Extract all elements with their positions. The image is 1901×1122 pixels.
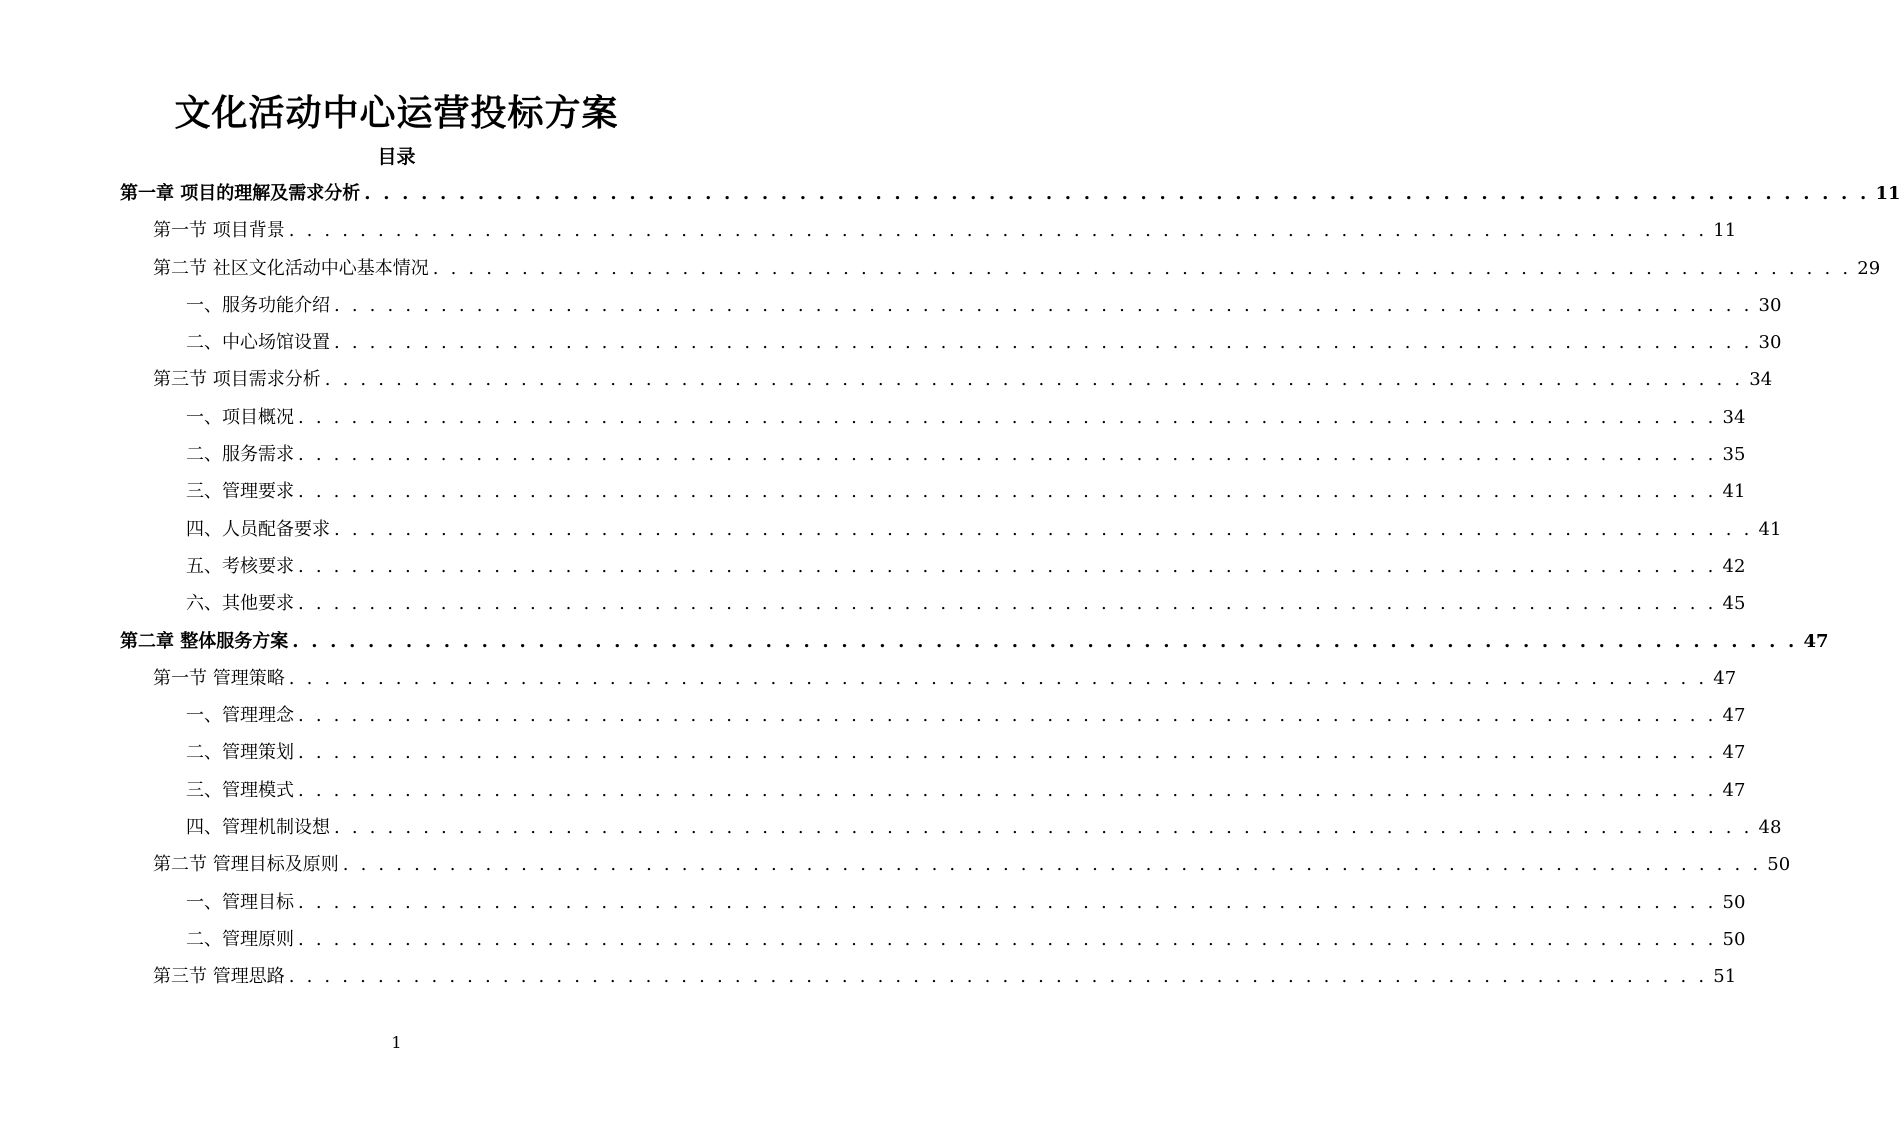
toc-dot-leader: . . . . . . . . . . . . . . . . . . . . . . . . . . . . . . . . . . . . . . . . . . . . . . . . . . . . . . . . . . . . . . . . . . . . . . . . . . . . . . . . bbox=[298, 779, 1717, 801]
toc-dot-leader: . . . . . . . . . . . . . . . . . . . . . . . . . . . . . . . . . . . . . . . . . . . . . . . . . . . . . . . . . . . . . . . . . . . . . . . . . . . . . . . . bbox=[288, 667, 1708, 689]
toc-entry[interactable] bbox=[120, 250, 1881, 287]
toc-entry-page: 34 bbox=[1722, 406, 1746, 428]
toc-entry-page: 50 bbox=[1722, 891, 1746, 913]
toc-entry-label: 二、管理原则 bbox=[186, 928, 294, 950]
toc-dot-leader: . . . . . . . . . . . . . . . . . . . . . . . . . . . . . . . . . . . . . . . . . . . . . . . . . . . . . . . . . . . . . . . . . . . . . . . . . . . . . . . . bbox=[342, 854, 1762, 876]
toc-dot-leader: . . . . . . . . . . . . . . . . . . . . . . . . . . . . . . . . . . . . . . . . . . . . . . . . . . . . . . . . . . . . . . . . . . . . . . . . . . . . . . . . bbox=[292, 630, 1798, 652]
toc-entry[interactable] bbox=[120, 697, 1746, 734]
toc-heading: 目录 bbox=[377, 146, 416, 168]
toc-entry-label: 二、中心场馆设置 bbox=[186, 332, 330, 354]
toc-entry-page: 35 bbox=[1722, 444, 1746, 466]
toc-dot-leader: . . . . . . . . . . . . . . . . . . . . . . . . . . . . . . . . . . . . . . . . . . . . . . . . . . . . . . . . . . . . . . . . . . . . . . . . . . . . . . . . bbox=[298, 928, 1717, 950]
toc-entry-page: 47 bbox=[1803, 630, 1829, 652]
toc-entry-label: 第一节 管理策略 bbox=[153, 667, 285, 689]
toc-entry-page: 29 bbox=[1857, 257, 1881, 279]
toc-entry-page: 47 bbox=[1722, 705, 1746, 727]
toc-dot-leader: . . . . . . . . . . . . . . . . . . . . . . . . . . . . . . . . . . . . . . . . . . . . . . . . . . . . . . . . . . . . . . . . . . . . . . . . . . . . . . . . bbox=[298, 705, 1717, 727]
toc-dot-leader: . . . . . . . . . . . . . . . . . . . . . . . . . . . . . . . . . . . . . . . . . . . . . . . . . . . . . . . . . . . . . . . . . . . . . . . . . . . . . . . . bbox=[288, 220, 1708, 242]
toc-entry[interactable] bbox=[120, 287, 1782, 324]
toc-entry-page: 45 bbox=[1722, 593, 1746, 615]
toc-dot-leader: . . . . . . . . . . . . . . . . . . . . . . . . . . . . . . . . . . . . . . . . . . . . . . . . . . . . . . . . . . . . . . . . . . . . . . . . . . . . . . . . bbox=[298, 593, 1717, 615]
toc-entry-label: 第二章 整体服务方案 bbox=[120, 630, 289, 652]
toc-entry-page: 41 bbox=[1758, 518, 1782, 540]
toc-entry[interactable] bbox=[120, 809, 1782, 846]
toc-dot-leader: . . . . . . . . . . . . . . . . . . . . . . . . . . . . . . . . . . . . . . . . . . . . . . . . . . . . . . . . . . . . . . . . . . . . . . . . . . . . . . . . bbox=[334, 294, 1753, 316]
toc-entry-label: 四、管理机制设想 bbox=[186, 817, 330, 839]
toc-entry-label: 第二节 管理目标及原则 bbox=[153, 854, 339, 876]
toc-entry[interactable] bbox=[120, 473, 1746, 510]
toc-entry-label: 六、其他要求 bbox=[186, 593, 294, 615]
toc-entry-page: 50 bbox=[1722, 928, 1746, 950]
toc-entry[interactable] bbox=[120, 958, 1737, 995]
toc-entry-page: 41 bbox=[1722, 481, 1746, 503]
toc-entry-label: 二、服务需求 bbox=[186, 444, 294, 466]
toc-entry-label: 第二节 社区文化活动中心基本情况 bbox=[153, 257, 429, 279]
toc-entry-page: 50 bbox=[1767, 854, 1791, 876]
toc-dot-leader: . . . . . . . . . . . . . . . . . . . . . . . . . . . . . . . . . . . . . . . . . . . . . . . . . . . . . . . . . . . . . . . . . . . . . . . . . . . . . . . . bbox=[288, 966, 1708, 988]
toc-entry[interactable] bbox=[120, 212, 1737, 249]
toc-entry-label: 第三节 项目需求分析 bbox=[153, 369, 321, 391]
toc-dot-leader: . . . . . . . . . . . . . . . . . . . . . . . . . . . . . . . . . . . . . . . . . . . . . . . . . . . . . . . . . . . . . . . . . . . . . . . . . . . . . . . . bbox=[324, 369, 1744, 391]
document-title: 文化活动中心运营投标方案 bbox=[174, 93, 619, 134]
toc-entry-label: 一、服务功能介绍 bbox=[186, 294, 330, 316]
toc-entry[interactable] bbox=[120, 399, 1746, 436]
toc-entry-page: 30 bbox=[1758, 332, 1782, 354]
toc-dot-leader: . . . . . . . . . . . . . . . . . . . . . . . . . . . . . . . . . . . . . . . . . . . . . . . . . . . . . . . . . . . . . . . . . . . . . . . . . . . . . . . . bbox=[364, 183, 1870, 204]
toc-entry[interactable] bbox=[120, 175, 1901, 212]
toc-entry-label: 第一节 项目背景 bbox=[153, 220, 285, 242]
toc-dot-leader: . . . . . . . . . . . . . . . . . . . . . . . . . . . . . . . . . . . . . . . . . . . . . . . . . . . . . . . . . . . . . . . . . . . . . . . . . . . . . . . . bbox=[298, 891, 1717, 913]
toc-entry-label: 五、考核要求 bbox=[186, 555, 294, 577]
toc-dot-leader: . . . . . . . . . . . . . . . . . . . . . . . . . . . . . . . . . . . . . . . . . . . . . . . . . . . . . . . . . . . . . . . . . . . . . . . . . . . . . . . . bbox=[334, 518, 1753, 540]
toc-entry-page: 51 bbox=[1713, 966, 1737, 988]
toc-dot-leader: . . . . . . . . . . . . . . . . . . . . . . . . . . . . . . . . . . . . . . . . . . . . . . . . . . . . . . . . . . . . . . . . . . . . . . . . . . . . . . . . bbox=[298, 481, 1717, 503]
toc-entry[interactable] bbox=[120, 585, 1746, 622]
toc-dot-leader: . . . . . . . . . . . . . . . . . . . . . . . . . . . . . . . . . . . . . . . . . . . . . . . . . . . . . . . . . . . . . . . . . . . . . . . . . . . . . . . . bbox=[298, 444, 1717, 466]
toc-entry[interactable] bbox=[120, 623, 1829, 660]
toc-entry-page: 42 bbox=[1722, 555, 1746, 577]
toc-entry[interactable] bbox=[120, 921, 1746, 958]
toc-entry-page: 30 bbox=[1758, 294, 1782, 316]
toc-dot-leader: . . . . . . . . . . . . . . . . . . . . . . . . . . . . . . . . . . . . . . . . . . . . . . . . . . . . . . . . . . . . . . . . . . . . . . . . . . . . . . . . bbox=[298, 555, 1717, 577]
toc-entry-label: 一、项目概况 bbox=[186, 406, 294, 428]
toc-entry[interactable] bbox=[120, 884, 1746, 921]
toc-entry[interactable] bbox=[120, 511, 1782, 548]
toc-entry[interactable] bbox=[120, 324, 1782, 361]
toc-dot-leader: . . . . . . . . . . . . . . . . . . . . . . . . . . . . . . . . . . . . . . . . . . . . . . . . . . . . . . . . . . . . . . . . . . . . . . . . . . . . . . . . bbox=[334, 817, 1753, 839]
toc-entry[interactable] bbox=[120, 548, 1746, 585]
toc-entry-page: 11 bbox=[1875, 183, 1901, 204]
toc-entry-label: 二、管理策划 bbox=[186, 742, 294, 764]
toc-dot-leader: . . . . . . . . . . . . . . . . . . . . . . . . . . . . . . . . . . . . . . . . . . . . . . . . . . . . . . . . . . . . . . . . . . . . . . . . . . . . . . . . bbox=[298, 742, 1717, 764]
toc-entry-label: 一、管理目标 bbox=[186, 891, 294, 913]
toc-entry-page: 47 bbox=[1722, 742, 1746, 764]
table-of-contents bbox=[120, 175, 1901, 996]
toc-entry[interactable] bbox=[120, 772, 1746, 809]
toc-entry-label: 三、管理要求 bbox=[186, 481, 294, 503]
toc-entry[interactable] bbox=[120, 734, 1746, 771]
toc-entry[interactable] bbox=[120, 361, 1773, 398]
toc-entry-page: 48 bbox=[1758, 817, 1782, 839]
toc-entry-label: 一、管理理念 bbox=[186, 705, 294, 727]
toc-dot-leader: . . . . . . . . . . . . . . . . . . . . . . . . . . . . . . . . . . . . . . . . . . . . . . . . . . . . . . . . . . . . . . . . . . . . . . . . . . . . . . . . bbox=[298, 406, 1717, 428]
toc-entry-page: 34 bbox=[1749, 369, 1773, 391]
toc-entry-page: 47 bbox=[1722, 779, 1746, 801]
toc-entry[interactable] bbox=[120, 660, 1737, 697]
toc-entry-page: 11 bbox=[1713, 220, 1737, 242]
toc-entry-label: 第三节 管理思路 bbox=[153, 966, 285, 988]
toc-entry[interactable] bbox=[120, 436, 1746, 473]
toc-dot-leader: . . . . . . . . . . . . . . . . . . . . . . . . . . . . . . . . . . . . . . . . . . . . . . . . . . . . . . . . . . . . . . . . . . . . . . . . . . . . . . . . bbox=[334, 332, 1753, 354]
toc-entry-label: 四、人员配备要求 bbox=[186, 518, 330, 540]
toc-entry-label: 第一章 项目的理解及需求分析 bbox=[120, 183, 361, 204]
toc-entry-label: 三、管理模式 bbox=[186, 779, 294, 801]
toc-entry[interactable] bbox=[120, 846, 1791, 883]
page-number: 1 bbox=[391, 1033, 402, 1052]
toc-dot-leader: . . . . . . . . . . . . . . . . . . . . . . . . . . . . . . . . . . . . . . . . . . . . . . . . . . . . . . . . . . . . . . . . . . . . . . . . . . . . . . . . bbox=[432, 257, 1852, 279]
toc-entry-page: 47 bbox=[1713, 667, 1737, 689]
